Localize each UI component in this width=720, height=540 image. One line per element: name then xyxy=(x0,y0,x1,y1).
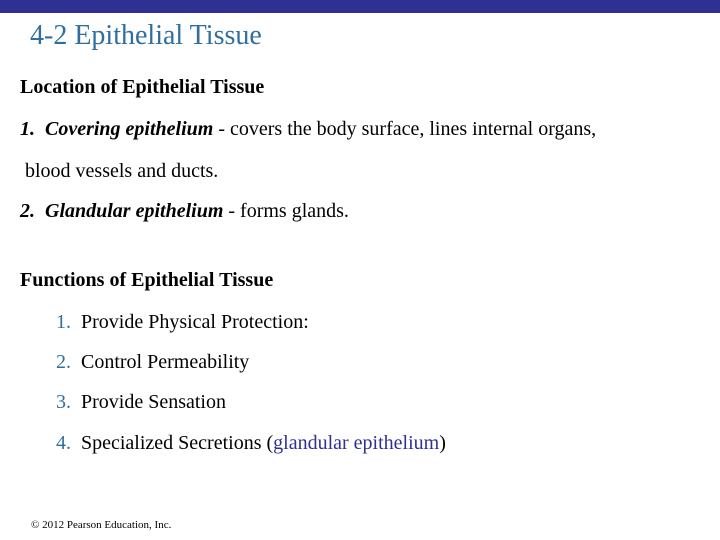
function-item-text: Control Permeability xyxy=(81,351,250,373)
location-item-term: Covering epithelium xyxy=(45,118,214,140)
top-bar xyxy=(0,0,720,13)
location-heading: Location of Epithelial Tissue xyxy=(20,76,265,98)
copyright-notice: © 2012 Pearson Education, Inc. xyxy=(31,519,172,531)
function-item-number: 1. xyxy=(56,311,71,333)
function-item-2 xyxy=(56,351,249,374)
location-item-1 xyxy=(20,118,596,141)
location-item-1-continuation: blood vessels and ducts. xyxy=(25,160,219,182)
function-item-3 xyxy=(56,391,226,414)
location-item-text: - forms glands. xyxy=(223,200,349,222)
function-item-text: Specialized Secretions ( xyxy=(81,432,274,454)
location-item-number: 1. xyxy=(20,118,35,140)
function-item-number: 3. xyxy=(56,391,71,413)
function-item-number: 2. xyxy=(56,351,71,373)
function-item-text: Provide Physical Protection: xyxy=(81,311,309,333)
slide-title: 4-2 Epithelial Tissue xyxy=(30,20,262,51)
location-item-term: Glandular epithelium xyxy=(45,200,224,222)
functions-heading: Functions of Epithelial Tissue xyxy=(20,269,274,291)
function-item-highlight: glandular epithelium xyxy=(273,432,440,454)
location-item-text: - covers the body surface, lines internal organs, xyxy=(213,118,597,140)
function-item-number: 4. xyxy=(56,432,71,454)
function-item-1 xyxy=(56,311,309,334)
function-item-4 xyxy=(56,432,446,455)
function-item-text: Provide Sensation xyxy=(81,391,226,413)
location-item-2 xyxy=(20,200,349,223)
function-item-text-after: ) xyxy=(439,432,446,454)
location-item-number: 2. xyxy=(20,200,35,222)
